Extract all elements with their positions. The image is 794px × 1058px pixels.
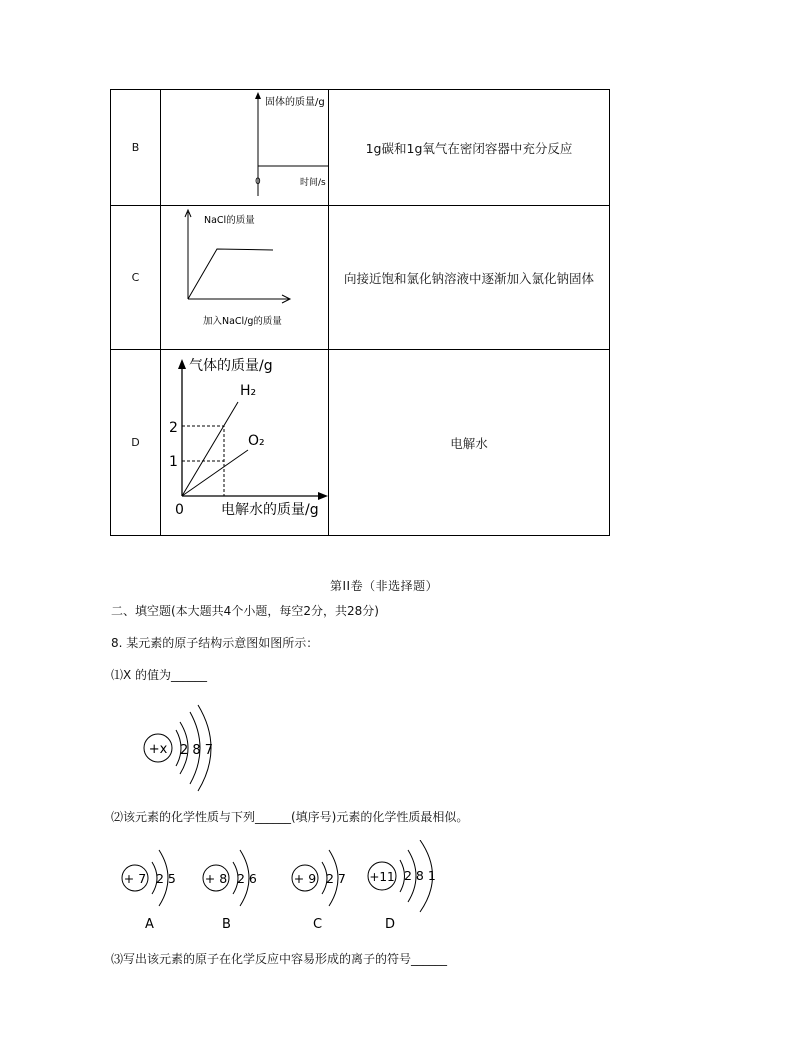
table-row [111, 350, 610, 536]
option-d-electrons: 2 8 1 [404, 868, 436, 883]
graph-cell-b [161, 90, 329, 206]
table-row [111, 206, 610, 350]
sub-question-3: ⑶写出该元素的原子在化学反应中容易形成的离子的符号______ [111, 952, 448, 966]
main-atom-diagram [138, 700, 238, 800]
graph-cell-d [161, 350, 329, 536]
options-table [110, 89, 610, 536]
row-desc-c: 向接近饱和氯化钠溶液中逐渐加入氯化钠固体 [329, 206, 610, 350]
graph-c-line [188, 249, 273, 299]
graph-d-x-arrow [318, 492, 328, 500]
graph-b-xlabel: 时间/s [300, 178, 326, 188]
option-d-atom [368, 840, 436, 932]
option-d-nucleus-label: +11 [369, 870, 395, 884]
option-a-atom [122, 850, 176, 932]
graph-cell-c [161, 206, 329, 350]
option-c-electrons: 2 7 [326, 871, 346, 886]
option-d-letter: D [385, 917, 396, 932]
graph-d-o2-line [182, 450, 248, 496]
row-label-c: C [111, 206, 161, 350]
option-atoms [115, 840, 455, 940]
row-label-b: B [111, 90, 161, 206]
row-desc-d: 电解水 [329, 350, 610, 536]
option-b-atom [203, 850, 257, 932]
table-row [111, 90, 610, 206]
option-c-letter: C [313, 917, 323, 932]
sub-question-2: ⑵该元素的化学性质与下列______(填序号)元素的化学性质最相似。 [111, 810, 469, 824]
graph-b [161, 90, 328, 201]
part-heading: 二、填空题(本大题共4个小题，每空2分，共28分) [111, 604, 379, 618]
section-title: 第II卷（非选择题） [330, 579, 439, 593]
option-c-atom [292, 850, 346, 932]
graph-c-ylabel: NaCl的质量 [204, 215, 255, 226]
graph-b-y-arrow [255, 92, 261, 99]
graph-d-h2-label: H₂ [240, 383, 257, 399]
graph-c-xlabel: 加入NaCl/g的质量 [203, 316, 282, 327]
graph-d-y-arrow [178, 359, 186, 369]
row-label-d: D [111, 350, 161, 536]
option-b-letter: B [222, 917, 231, 932]
graph-d-o2-label: O₂ [248, 433, 265, 449]
sub-question-1: ⑴X 的值为______ [111, 668, 208, 682]
graph-d-xlabel: 电解水的质量/g [221, 502, 319, 518]
graph-b-ylabel: 固体的质量/g [265, 97, 325, 108]
main-atom-electrons: 2 8 7 [180, 743, 214, 758]
option-b-nucleus-label: + 8 [204, 871, 228, 886]
graph-d-ylabel: 气体的质量/g [189, 358, 273, 374]
option-a-electrons: 2 5 [156, 871, 176, 886]
graph-d [161, 350, 328, 531]
graph-d-origin: 0 [175, 502, 184, 518]
graph-c [161, 206, 328, 345]
option-c-nucleus-label: + 9 [293, 871, 317, 886]
row-desc-b: 1g碳和1g氧气在密闭容器中充分反应 [329, 90, 610, 206]
option-a-nucleus-label: + 7 [123, 871, 147, 886]
graph-d-tick-1: 1 [169, 454, 178, 470]
option-a-letter: A [145, 917, 154, 932]
option-b-electrons: 2 6 [237, 871, 257, 886]
graph-d-h2-line [182, 402, 238, 496]
graph-d-tick-2: 2 [169, 420, 178, 436]
graph-b-origin: 0 [255, 177, 261, 187]
question-8: 8. 某元素的原子结构示意图如图所示： [111, 636, 319, 650]
main-atom-nucleus-label: +x [148, 742, 168, 757]
